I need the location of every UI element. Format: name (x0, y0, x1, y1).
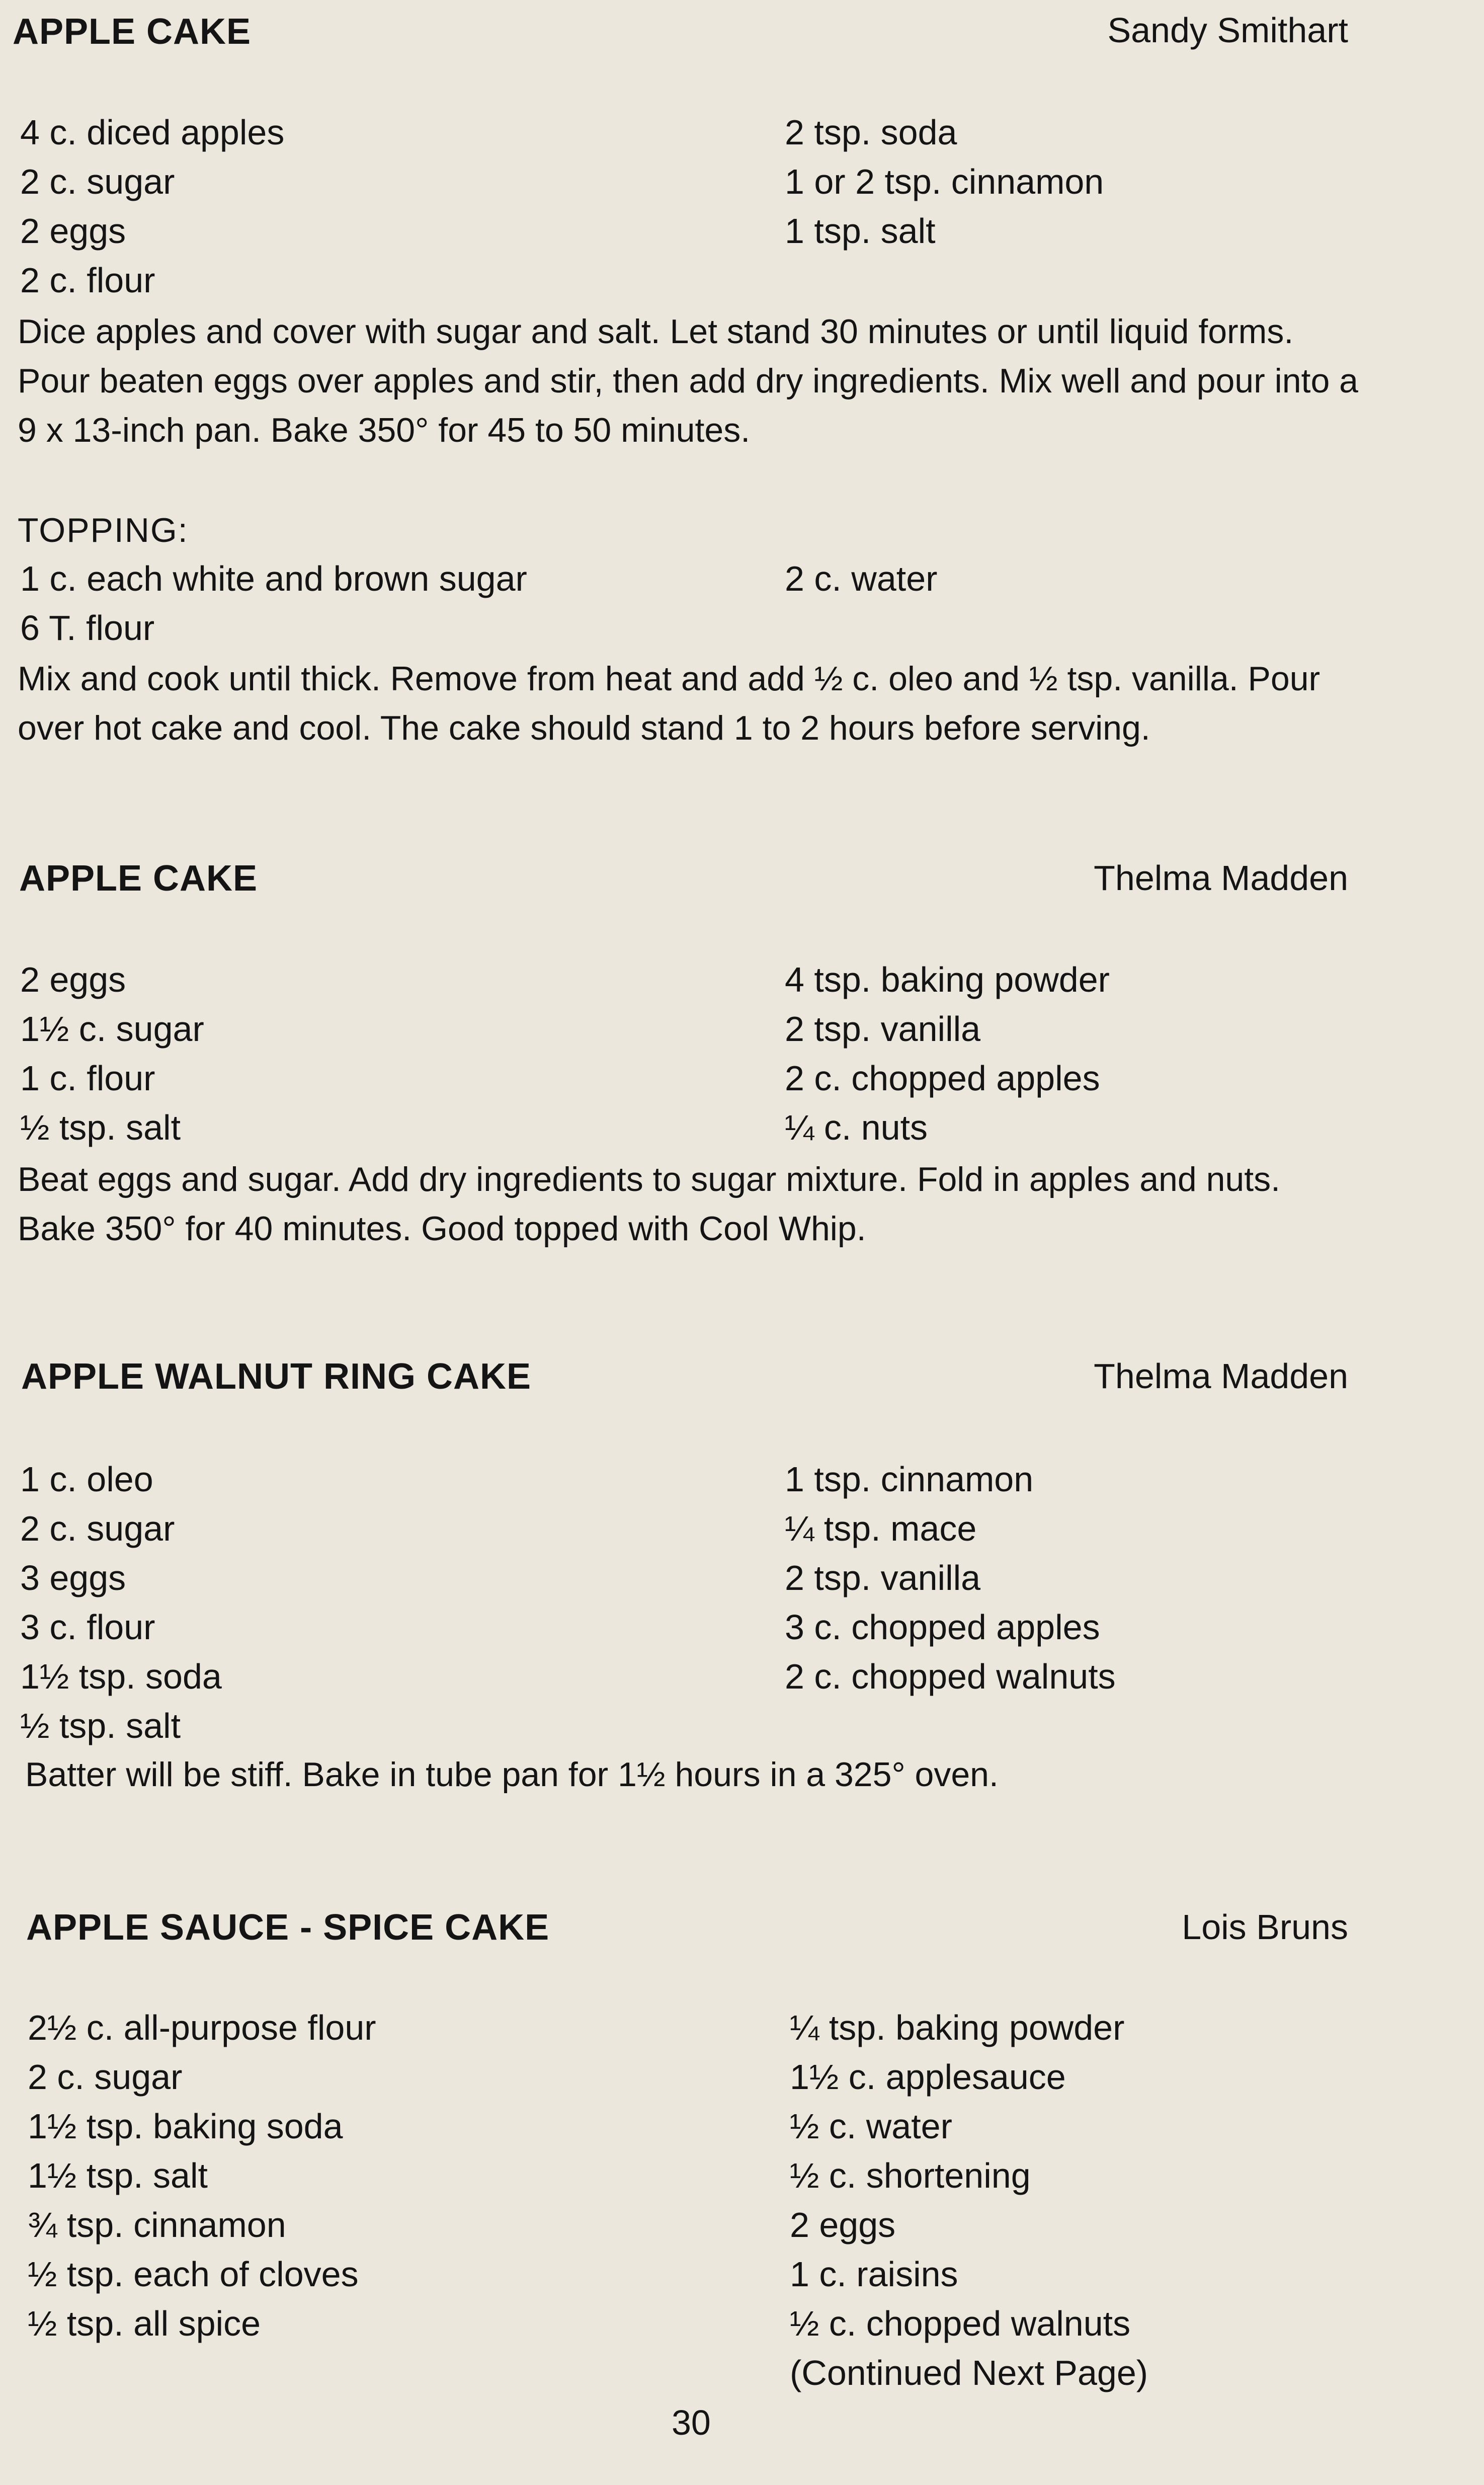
ingredient: 2 c. flour (20, 261, 155, 300)
recipe-title: APPLE CAKE (13, 12, 252, 52)
ingredient: 2 c. sugar (20, 1509, 175, 1548)
ingredient: 2 c. sugar (20, 162, 175, 201)
ingredient: 1½ tsp. salt (28, 2156, 208, 2195)
ingredient: ½ c. water (790, 2107, 952, 2146)
ingredient: 1½ c. sugar (20, 1009, 204, 1049)
ingredient: 1 c. raisins (790, 2255, 958, 2294)
ingredient: ¼ tsp. mace (785, 1509, 977, 1548)
recipe-author: Sandy Smithart (1107, 11, 1348, 50)
ingredient: 1 or 2 tsp. cinnamon (785, 162, 1104, 201)
recipe-directions: Beat eggs and sugar. Add dry ingredients to sugar mixture. Fold in apples and nuts. Bake 350° for 40 minutes. Good topped with Cool Whip. (18, 1160, 1280, 1248)
ingredient: ½ tsp. salt (20, 1108, 181, 1147)
ingredient: ½ tsp. each of cloves (28, 2255, 359, 2294)
ingredient: 2 c. chopped walnuts (785, 1657, 1116, 1696)
recipe-directions: Batter will be stiff. Bake in tube pan for 1½ hours in a 325° oven. (25, 1755, 999, 1794)
ingredient: 1½ c. applesauce (790, 2057, 1066, 2097)
ingredient: 2 c. water (785, 559, 938, 598)
ingredient: ½ tsp. all spice (28, 2304, 261, 2343)
ingredient: ¼ c. nuts (785, 1108, 928, 1147)
ingredient: 2 tsp. soda (785, 113, 957, 152)
ingredient: 6 T. flour (20, 608, 155, 648)
ingredient: 3 c. flour (20, 1608, 155, 1647)
ingredient: 2½ c. all-purpose flour (28, 2008, 376, 2047)
ingredient: ¾ tsp. cinnamon (28, 2205, 286, 2244)
ingredient: 3 eggs (20, 1558, 126, 1597)
ingredient: 2 eggs (20, 960, 126, 999)
ingredient: 2 eggs (20, 211, 126, 251)
ingredient: 2 tsp. vanilla (785, 1558, 981, 1597)
ingredient: 1½ tsp. baking soda (28, 2107, 343, 2146)
ingredient: 3 c. chopped apples (785, 1608, 1100, 1647)
ingredient: ¼ tsp. baking powder (790, 2008, 1125, 2047)
ingredient: ½ tsp. salt (20, 1706, 181, 1745)
recipe-title: APPLE SAUCE - SPICE CAKE (26, 1907, 550, 1948)
ingredient: 1½ tsp. soda (20, 1657, 222, 1696)
topping-label: TOPPING: (18, 511, 189, 549)
topping-directions: Mix and cook until thick. Remove from heat and add ½ c. oleo and ½ tsp. vanilla. Pour over hot cake and cool. The cake should stand 1 to 2 hours before serving. (18, 660, 1321, 747)
recipe-directions: Dice apples and cover with sugar and salt. Let stand 30 minutes or until liquid forms. Pour beaten eggs over apples and stir, then add dry ingredients. Mix well and pour into a 9 x 13-inch pan. Bake 350° for 45 to 50 minutes. (18, 312, 1358, 449)
recipe-author: Lois Bruns (1182, 1907, 1348, 1947)
ingredient: 2 eggs (790, 2205, 896, 2244)
ingredient: 2 tsp. vanilla (785, 1009, 981, 1049)
ingredient: 2 c. sugar (28, 2057, 183, 2097)
recipe-title: APPLE WALNUT RING CAKE (21, 1356, 532, 1397)
ingredient: ½ c. shortening (790, 2156, 1031, 2195)
continued-note: (Continued Next Page) (790, 2353, 1148, 2392)
ingredient: ½ c. chopped walnuts (790, 2304, 1131, 2343)
ingredient: 4 tsp. baking powder (785, 960, 1110, 999)
ingredient: 1 c. each white and brown sugar (20, 559, 527, 598)
recipe-author: Thelma Madden (1094, 1356, 1348, 1396)
ingredient: 1 tsp. salt (785, 211, 936, 251)
recipe-author: Thelma Madden (1094, 858, 1348, 898)
ingredient: 1 c. flour (20, 1059, 155, 1098)
ingredient: 1 c. oleo (20, 1460, 153, 1499)
ingredient: 1 tsp. cinnamon (785, 1460, 1034, 1499)
ingredient: 4 c. diced apples (20, 113, 285, 152)
page-number: 30 (672, 2403, 711, 2442)
recipe-title: APPLE CAKE (19, 858, 258, 899)
ingredient: 2 c. chopped apples (785, 1059, 1100, 1098)
